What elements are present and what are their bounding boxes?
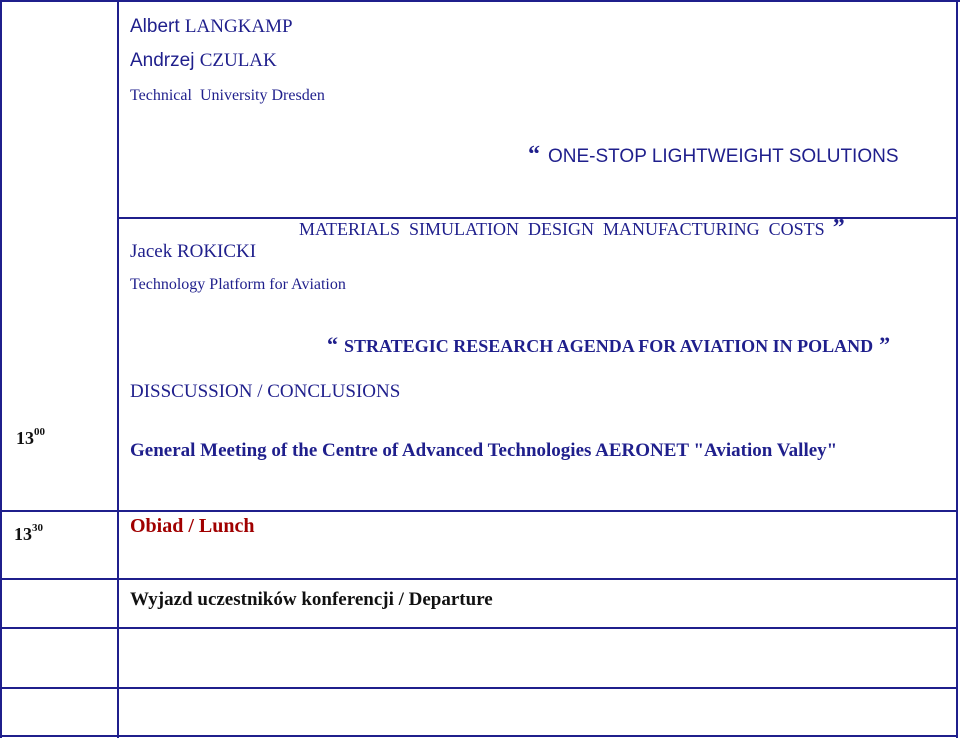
talk-title-strategic-agenda: “ STRATEGIC RESEARCH AGENDA FOR AVIATION IN POLAND ” [327, 332, 891, 357]
row-divider-5 [0, 687, 958, 689]
open-quote: “ [528, 142, 540, 168]
general-meeting-aeronet: General Meeting of the Centre of Advanced Technologies AERONET "Aviation Valley" [130, 440, 838, 461]
speaker-czulak [130, 50, 277, 72]
table-border-top [0, 0, 960, 2]
row-divider-2 [0, 510, 958, 512]
talk-title-line-1: “ ONE-STOP LIGHTWEIGHT SOLUTIONS [528, 142, 899, 168]
affiliation-tu-dresden: Technical University Dresden [130, 87, 325, 104]
speaker-first-name: Andrzej [130, 50, 195, 71]
speaker-langkamp [130, 16, 293, 38]
close-quote: ” [832, 215, 845, 241]
row-divider-4 [0, 627, 958, 629]
close-quote: ” [879, 332, 891, 357]
speaker-first-name: Albert [130, 16, 180, 37]
row-divider-3 [0, 578, 958, 580]
speaker-last-name: CZULAK [199, 50, 277, 71]
discussion-conclusions: DISSCUSSION / CONCLUSIONS [130, 381, 401, 402]
affiliation-technology-platform: Technology Platform for Aviation [130, 276, 346, 293]
talk-title-line-2: MATERIALS SIMULATION DESIGN MANUFACTURING COSTS ” [299, 215, 845, 241]
lunch: Obiad / Lunch [130, 515, 255, 537]
table-border-bottom [0, 735, 958, 737]
time-13-30: $13^{30}$ [14, 522, 43, 544]
speaker-rokicki: Jacek ROKICKI [130, 241, 257, 262]
departure: Wyjazd uczestników konferencji / Departure [130, 589, 493, 610]
open-quote: “ [327, 332, 338, 357]
time-13-00: $13^{00}$ [16, 426, 45, 448]
speaker-last-name: LANGKAMP [184, 16, 293, 37]
